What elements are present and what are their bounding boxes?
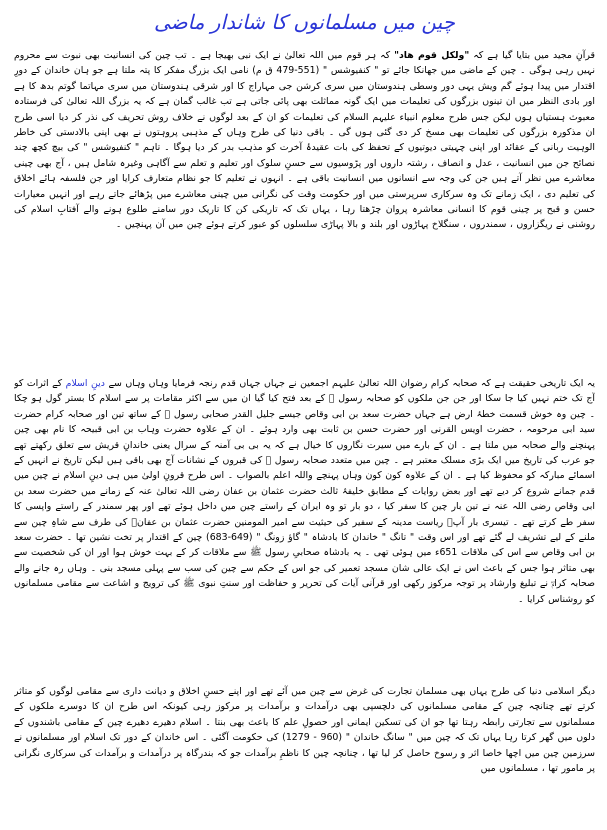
paragraph-text: یہ ایک تاریخی حقیقت ہے کہ صحابہ کرام رضوان اللہ تعالیٰ علیہم اجمعین نے جہاں جہاں قدم رنجہ فرمایا وہاں وہاں سے (104, 378, 595, 389)
paragraph-text: کے اثرات کو آج تک ختم نہیں کیا جا سکا اور جن جن ملکوں کو صحابہ رسول ﷺ کے بعد فتح کیا گیا ان میں سے اکثر مقامات پر سے اسلام کا بستر گول ہو چکا ۔ چین وہ خوش قسمت خطۂ ارض ہے جہاں حضرت سعد بن ابی وقاص جیسے جلیل القدر صحابی رسول ﷺ کے ساتھ تین اور صحابہ کرام حضرت سید ابی مرحومہ ، حضرت اویس القرنی اور حضرت حسن بن ثابت بھی وارد ہوئے ۔ ان کے علاوہ حضرت وہاب بن ابی قبیحہ کا نام بھی چین پہنچنے والے صحابہ میں ملتا ہے ۔ ان کے بارے میں سیرت نگاروں کا خیال ہے کہ یہ بی بی آمنہ کے سرال یعنی خاندانِ قریش سے تعلق رکھتے تھے جو عرب کی تاریخ میں ایک بڑی مسلک معتبر ہے ۔ چین میں متعدد صحابہ رسول ﷺ کی قبروں کے نشانات آج بھی باقی ہیں لیکن تاریخ نے انہیں کے اسمائے مبارکہ کو محفوظ کیا ہے ۔ ان کے علاوہ کون کون وہاں پہنچے واللہ اعلم بالصواب ۔ اس طرح قرونِ اولیٰ میں ہی دینِ اسلام نے چین میں قدم جمانے شروع کر دیے تھے اور بعض روایات کے مطابق خلیفۂ ثالث حضرت عثمان بن عفان رضی اللہ تعالیٰ عنہ کے زمانے میں حضرت سعد بن ابی وقاص رضی اللہ عنہ نے تین بار چین کا سفر کیا ، دو بار تو وہ ایران کے راستے چین میں داخل ہوئے تھے اور پھر سمندر کے راستے واپسی کا سفر طے کرتے تھے ۔ تیسری بار آپؓ ریاست مدینہ کے سفیر کی حیثیت سے امیر المومنین حضرت عثمان بن عفانؓ کی طرف سے شاہِ چین سے ملنے کے لیے تشریف لے گئے تھے اور اس وقت " تانگ " خاندان کا بادشاہ " گاؤ زونگ " (649-683) چین کے اقتدار پر تخت نشین تھا ۔ حضرت سعد بن ابی وقاص سے اس کی ملاقات 651ء میں ہوئی تھی ۔ یہ بادشاہ صحابیِ رسول ﷺ سے ملاقات کر کے بہت خوش ہوا اور ان کی شخصیت سے بھی متاثر ہوا جس کے باعث اس نے ایک عالی شان مسجد تعمیر کی جو اس کے حکم سے چین کی سب سے پہلی مسجد بنی ۔ وہاں رہ جانے والے صحابہ کرامؓ نے تبلیغ وارشاد پر توجہ مرکوز رکھی اور قرآنی آیات کی تحریر و حفاظت اور سنتِ نبوی ﷺ کی ترویج و اشاعت سے مقامی مسلمانوں کو روشناس کرایا ۔ (14, 378, 595, 605)
islam-link[interactable]: دینِ اسلام (65, 378, 105, 389)
article-paragraph (14, 684, 595, 804)
article-title: چین میں مسلمانوں کا شاندار ماضی (153, 10, 455, 34)
paragraph-text: کہ ہر قوم میں اللہ تعالیٰ نے ایک نبی بھیجا ہے ۔ تب چین کی انسانیت بھی نبوت سے محروم نہیں رہی ہوگی ۔ چین کے ماضی میں جھانکا جائے تو " کنفیوشس " (551-479 ق م) نامی ایک بزرگ مفکر کا پتہ ملتا ہے جو ہان خاندان کے دورِ اقتدار میں پیدا ہوئے گم ویش یہی دور وسطی ہندوستان میں سری کرشن جی مہاراج کا اور شرقی ہندوستان میں سری مہاتما گوتم بدھ کا ہے اور بادی النظر میں ان تینوں بزرگوں کی تعلیمات میں ایک گونہ مماثلت بھی پائی جاتی ہے تب غالب گمان ہے کہ یہ بزرگ اللہ تعالیٰ کی فرستادہ معبوث ہستیاں ہوں لیکن جس طرح معلوم انبیاء علیہم السلام کی تعلیمات کو ان کے بعد لوگوں نے خلاف روش تحریف کی نذر کر دیا اسی طرح ان مذکورہ بزرگوں کی تعلیمات بھی مسخ کر دی گئی ہوں گی ۔ باقی دنیا کی طرح وہاں کے مذہبی پروہتوں نے بھی اپنی بالادستی کی خاطر الوہیت ربانی کے عقائد اور اپنی چہیتی دیوتیوں کے تحفظ کی بات عقیدۂ آخرت کو مذہب بدر کر دیا ہوگا ۔ تاہم " کنفیوشس " کی بیچ کچھ چند نصائح جن میں انسانیت ، عدل و انصاف ، رشتہ داروں اور پڑوسیوں سے حسنِ سلوک اور تعلیم و تعلم سے آگاہی وغیرہ شامل ہیں ، آج بھی چینی معاشرے میں نظر آتے ہیں جن کی وجہ سے انسانوں میں انسانیت باقی ہے ۔ انہوں نے تعلیم کا جو نظام متعارف کرایا اور جن فلسفہ ہائے اخلاق کی تعلیم دی ، ایک زمانے تک وہ سرکاری سرپرستی میں اور حکومت وقت کی نگرانی میں چینی معاشرے میں پڑھائے جاتے رہے اور انہیں معیارات حسن و قبح پر چینی قوم کا انسانی معاشرہ پروان چڑھتا رہا ، یہاں تک کہ تاریکی کن کا تاریک دور سامنے طلوع ہونے والے آفتابِ اسلام کی روشنی نے ریگزاروں ، سمندروں ، سنگلاخ پہاڑوں اور بلند و بالا پہاڑی سلسلوں کو عبور کرتے ہوئے چین میں آن پہنچیں ۔ (14, 50, 595, 231)
paragraph-text: قرآنِ مجید میں بتایا گیا ہے کہ (469, 50, 595, 61)
paragraph-text: دیگر اسلامی دنیا کی طرح یہاں بھی مسلمان تجارت کی غرض سے چین میں آئے تھے اور اپنے حسنِ اخلاق و دیانت داری سے مقامی لوگوں کو متاثر کرتے تھے چنانچہ چین کے مقامی مسلمانوں کی دلچسپی بھی درآمدات و برآمدات پر مرکوز رہی کیونکہ اس طرح ان کا دوسرے ملکوں کے مسلمانوں سے تجارتی رابطہ رہتا تھا جو ان کی تسکین ایمانی اور حصولِ علم کا باعث بھی بنتا ۔ اسلام دھیرے دھیرے چین کے مقامی باشندوں کے دلوں میں گھر کرتا رہا یہاں تک کہ چین میں " سانگ خاندان " (960 - 1279) کی حکومت آگئی ۔ اس خاندان کے دور تک اسلام اور مسلمانوں نے سرزمین چین میں اچھا خاصا اثر و رسوخ حاصل کر لیا تھا ، چنانچہ چین کا ناظمِ برآمدات جو کہ بندرگاہ پر درآمدات و برآمدات کی سرکاری نگرانی پر مامور تھا ، مسلمانوں میں (14, 686, 595, 775)
article-paragraph (14, 376, 595, 684)
article-paragraph (14, 48, 595, 376)
quran-quote: "ولکل قوم ھاد" (394, 50, 470, 61)
